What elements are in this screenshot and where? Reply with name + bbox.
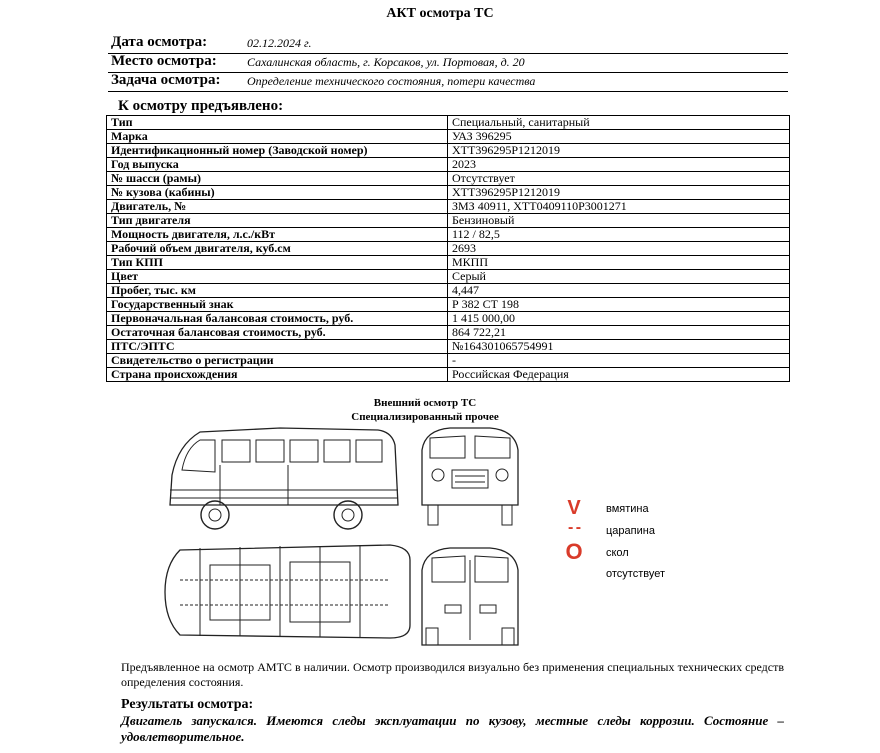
spec-value: 1 415 000,00 — [448, 312, 790, 326]
results-heading: Результаты осмотра: — [121, 697, 254, 712]
spec-value: Отсутствует — [448, 172, 790, 186]
spec-value: ЗМЗ 40911, XTT0409110P3001271 — [448, 200, 790, 214]
legend-missing-label: отсутствует — [606, 568, 666, 580]
spec-value: - — [448, 354, 790, 368]
spec-key: Тип — [107, 116, 448, 130]
spec-key: Двигатель, № — [107, 200, 448, 214]
inspection-date-value: 02.12.2024 г. — [247, 36, 312, 50]
inspection-note: Предъявленное на осмотр АМТС в наличии. Осмотр производился визуально без применения специальных технических средств определения состояния. — [121, 660, 784, 689]
header-row-date — [108, 34, 788, 54]
spec-row — [107, 298, 790, 312]
spec-key: Пробег, тыс. км — [107, 284, 448, 298]
spec-key: Первоначальная балансовая стоимость, руб. — [107, 312, 448, 326]
exterior-title-line1: Внешний осмотр ТС — [373, 397, 477, 409]
vehicle-diagram — [160, 420, 550, 655]
inspection-place-label: Место осмотра: — [111, 53, 217, 69]
presented-heading: К осмотру предъявлено: — [118, 98, 284, 114]
top-view-drawing — [165, 545, 410, 638]
spec-key: Мощность двигателя, л.с./кВт — [107, 228, 448, 242]
chip-icon: O — [565, 539, 583, 564]
spec-value: Специальный, санитарный — [448, 116, 790, 130]
header-row-task — [108, 72, 788, 92]
front-view-drawing — [422, 428, 518, 525]
spec-value: 2693 — [448, 242, 790, 256]
spec-key: № шасси (рамы) — [107, 172, 448, 186]
spec-key: № кузова (кабины) — [107, 186, 448, 200]
spec-row — [107, 172, 790, 186]
spec-value: Бензиновый — [448, 214, 790, 228]
inspection-place-value: Сахалинская область, г. Корсаков, ул. Портовая, д. 20 — [247, 55, 525, 69]
spec-value: 864 722,21 — [448, 326, 790, 340]
rear-view-drawing — [422, 548, 518, 645]
spec-value: Р 382 СТ 198 — [448, 298, 790, 312]
spec-value: МКПП — [448, 256, 790, 270]
results-text: Двигатель запускался. Имеются следы эксплуатации по кузову, местные следы коррозии. Состояние – удовлетворительное. — [121, 713, 784, 744]
spec-key: Цвет — [107, 270, 448, 284]
spec-value: Серый — [448, 270, 790, 284]
spec-value: №164301065754991 — [448, 340, 790, 354]
spec-value: 112 / 82,5 — [448, 228, 790, 242]
dent-icon: V — [567, 497, 581, 519]
spec-row — [107, 284, 790, 298]
spec-key: Марка — [107, 130, 448, 144]
spec-value: Российская Федерация — [448, 368, 790, 382]
spec-row — [107, 130, 790, 144]
spec-value: 2023 — [448, 158, 790, 172]
spec-row — [107, 256, 790, 270]
spec-key: Год выпуска — [107, 158, 448, 172]
spec-row — [107, 326, 790, 340]
spec-key: Страна происхождения — [107, 368, 448, 382]
spec-row — [107, 312, 790, 326]
legend-scratch-label: царапина — [606, 525, 655, 537]
side-view-drawing — [170, 428, 398, 529]
legend-chip-label: скол — [606, 547, 629, 559]
spec-key: Остаточная балансовая стоимость, руб. — [107, 326, 448, 340]
spec-row — [107, 228, 790, 242]
header-row-place — [108, 53, 788, 73]
spec-row — [107, 116, 790, 130]
exterior-title-line2: Специализированный прочее — [351, 411, 499, 423]
spec-row — [107, 158, 790, 172]
spec-value: УАЗ 396295 — [448, 130, 790, 144]
spec-key: Свидетельство о регистрации — [107, 354, 448, 368]
spec-key: Идентификационный номер (Заводской номер) — [107, 144, 448, 158]
spec-row — [107, 214, 790, 228]
spec-row — [107, 242, 790, 256]
spec-key: Тип КПП — [107, 256, 448, 270]
legend-dent-label: вмятина — [606, 503, 649, 515]
spec-key: Государственный знак — [107, 298, 448, 312]
spec-key: Тип двигателя — [107, 214, 448, 228]
inspection-task-label: Задача осмотра: — [111, 72, 221, 88]
spec-row — [107, 354, 790, 368]
spec-value: XTT396295P1212019 — [448, 144, 790, 158]
inspection-date-label: Дата осмотра: — [111, 34, 208, 50]
inspection-task-value: Определение технического состояния, потери качества — [247, 74, 536, 88]
spec-row — [107, 186, 790, 200]
scratch-icon: - - — [567, 519, 581, 536]
vehicle-specs-table — [106, 115, 790, 382]
spec-row — [107, 270, 790, 284]
spec-key: ПТС/ЭПТС — [107, 340, 448, 354]
spec-value: XTT396295P1212019 — [448, 186, 790, 200]
spec-row — [107, 200, 790, 214]
spec-key: Рабочий объем двигателя, куб.см — [107, 242, 448, 256]
spec-row — [107, 144, 790, 158]
spec-row — [107, 340, 790, 354]
document-title: АКТ осмотра ТС — [386, 6, 494, 21]
spec-value: 4,447 — [448, 284, 790, 298]
spec-row — [107, 368, 790, 382]
